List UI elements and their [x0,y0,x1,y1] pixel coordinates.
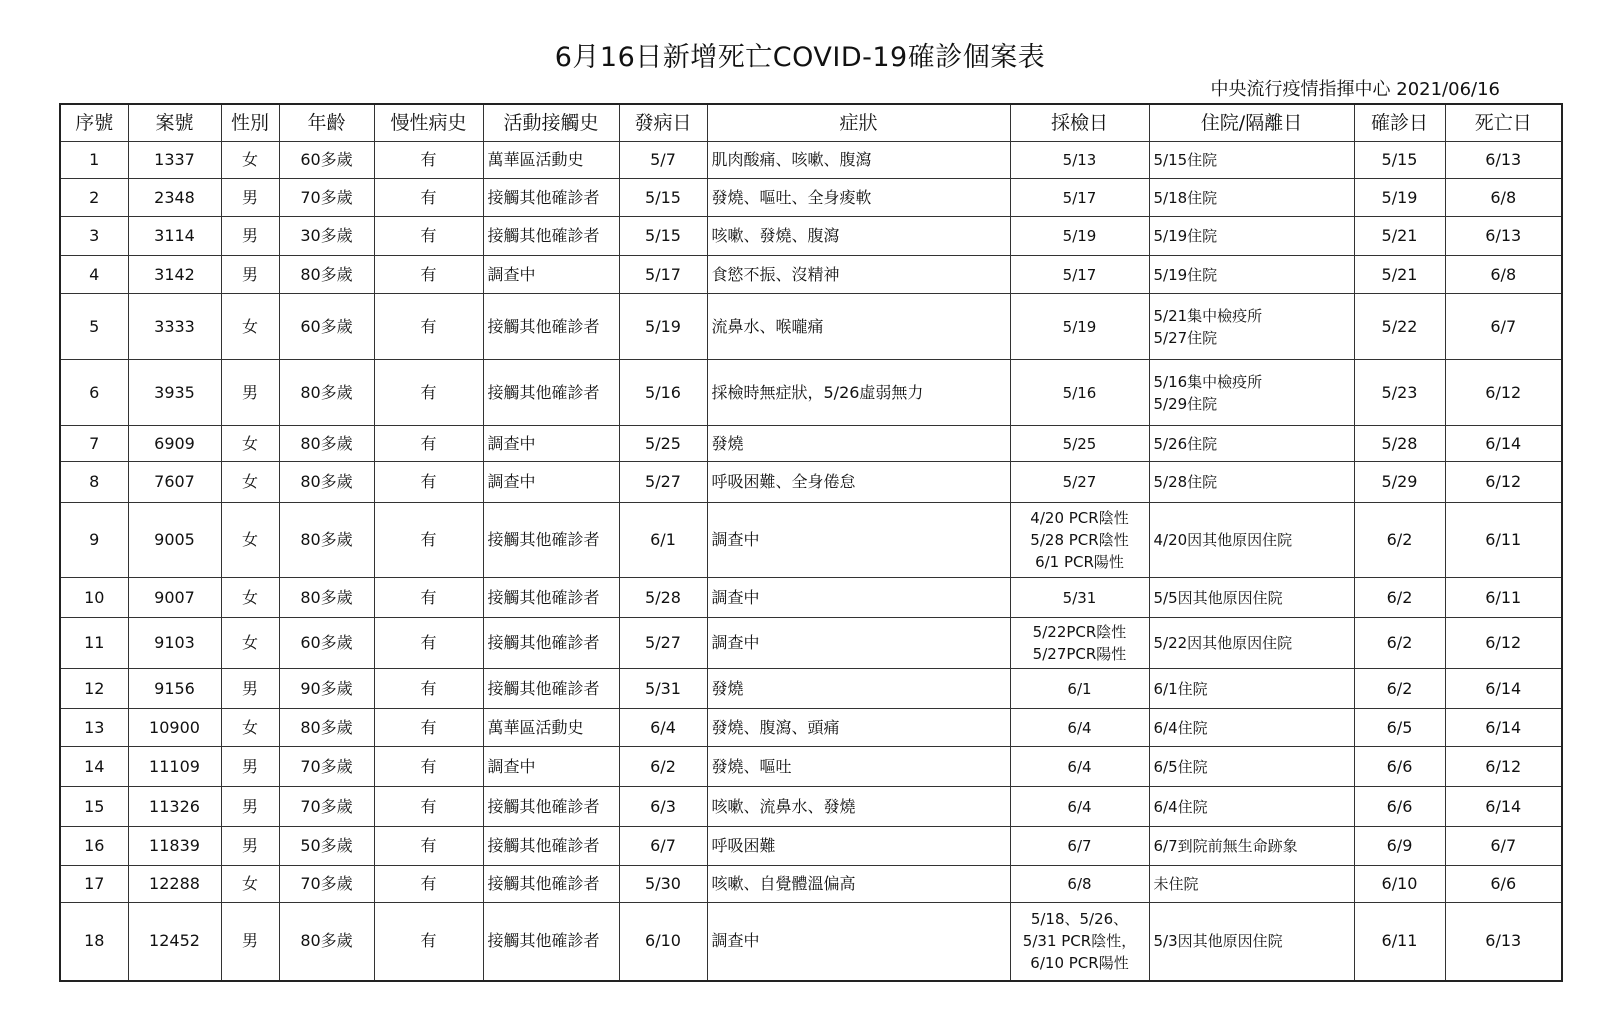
cell-death: 6/8 [1445,179,1562,217]
cell-test-line: 5/31 PCR陰性， [1022,932,1137,951]
cell-contact: 接觸其他確診者 [483,294,619,360]
cell-sex: 女 [221,866,279,903]
cell-no: 6 [60,360,128,426]
cell-sex: 女 [221,618,279,669]
cell-hosp [1149,217,1354,256]
header-case: 案號 [128,104,221,142]
case-table [59,103,1563,982]
cell-case: 11839 [128,827,221,866]
cell-chronic: 有 [374,503,483,578]
cell-confirm: 5/21 [1354,217,1445,256]
cell-hosp-line: 5/5因其他原因住院 [1153,588,1283,607]
cell-confirm: 6/2 [1354,669,1445,709]
cell-onset: 6/10 [619,903,707,981]
cell-age: 80多歲 [279,462,374,503]
cell-contact: 接觸其他確診者 [483,827,619,866]
cell-symptoms: 咳嗽、自覺體溫偏高 [707,866,1010,903]
cell-hosp-line: 6/4住院 [1153,718,1208,737]
cell-test-line: 6/7 [1067,837,1092,855]
cell-chronic: 有 [374,462,483,503]
cell-case: 11109 [128,747,221,787]
cell-case: 3114 [128,217,221,256]
cell-hosp-line: 5/21集中檢疫所 [1153,306,1263,325]
table-row [60,179,1562,217]
cell-sex: 女 [221,426,279,462]
cell-test-line: 5/18、5/26、 [1030,910,1129,929]
cell-hosp-line: 5/28住院 [1153,473,1218,491]
cell-contact: 接觸其他確診者 [483,866,619,903]
cell-symptoms: 肌肉酸痛、咳嗽、腹瀉 [707,142,1010,179]
cell-death: 6/12 [1445,462,1562,503]
cell-contact: 調查中 [483,462,619,503]
cell-contact: 接觸其他確診者 [483,217,619,256]
header-test: 採檢日 [1010,104,1149,142]
cell-test [1010,618,1149,669]
cell-test [1010,747,1149,787]
cell-hosp [1149,578,1354,618]
cell-age: 60多歲 [279,142,374,179]
cell-onset: 5/7 [619,142,707,179]
cell-confirm: 5/22 [1354,294,1445,360]
cell-hosp-line: 5/15住院 [1153,151,1218,169]
cell-chronic: 有 [374,142,483,179]
cell-symptoms: 發燒、嘔吐、全身痠軟 [707,179,1010,217]
cell-test-line: 5/28 PCR陰性 [1030,531,1129,549]
cell-hosp [1149,669,1354,709]
cell-death: 6/12 [1445,360,1562,426]
cell-contact: 接觸其他確診者 [483,903,619,981]
cell-sex: 女 [221,503,279,578]
cell-no: 1 [60,142,128,179]
cell-symptoms: 流鼻水、喉嚨痛 [707,294,1010,360]
cell-symptoms: 發燒 [707,669,1010,709]
cell-test-line: 6/4 [1067,718,1092,737]
cell-chronic: 有 [374,578,483,618]
cell-symptoms: 調查中 [707,618,1010,669]
cell-confirm: 5/19 [1354,179,1445,217]
cell-confirm: 6/11 [1354,903,1445,981]
page-subtitle: 中央流行疫情指揮中心 2021/06/16 [1210,79,1500,100]
cell-onset: 5/25 [619,426,707,462]
cell-case: 12288 [128,866,221,903]
cell-case: 9156 [128,669,221,709]
cell-contact: 萬華區活動史 [483,709,619,747]
cell-hosp-line: 5/26住院 [1153,434,1218,453]
cell-confirm: 5/28 [1354,426,1445,462]
table-header [60,104,1562,142]
cell-contact: 接觸其他確診者 [483,669,619,709]
cell-chronic: 有 [374,827,483,866]
cell-case: 9005 [128,503,221,578]
table-row [60,426,1562,462]
cell-chronic: 有 [374,903,483,981]
cell-sex: 男 [221,179,279,217]
cell-age: 90多歲 [279,669,374,709]
cell-no: 8 [60,462,128,503]
cell-test [1010,256,1149,294]
table-row [60,462,1562,503]
cell-symptoms: 發燒、嘔吐 [707,747,1010,787]
cell-onset: 5/28 [619,578,707,618]
cell-case: 11326 [128,787,221,827]
cell-hosp-line: 6/7到院前無生命跡象 [1153,837,1298,855]
header-contact: 活動接觸史 [483,104,619,142]
cell-hosp-line: 5/19住院 [1153,265,1218,284]
cell-test-line: 6/4 [1067,757,1092,776]
cell-hosp [1149,747,1354,787]
cell-death: 6/7 [1445,294,1562,360]
cell-test-line: 6/8 [1067,875,1092,893]
table-row [60,787,1562,827]
cell-hosp-line: 未住院 [1153,875,1199,893]
cell-no: 4 [60,256,128,294]
cell-no: 3 [60,217,128,256]
cell-age: 80多歲 [279,578,374,618]
cell-case: 3935 [128,360,221,426]
cell-no: 5 [60,294,128,360]
cell-contact: 調查中 [483,256,619,294]
cell-case: 3333 [128,294,221,360]
cell-test-line: 5/31 [1062,588,1097,607]
cell-confirm: 5/15 [1354,142,1445,179]
cell-hosp [1149,787,1354,827]
cell-hosp [1149,503,1354,578]
table-row [60,256,1562,294]
cell-age: 80多歲 [279,426,374,462]
cell-death: 6/14 [1445,787,1562,827]
cell-death: 6/14 [1445,709,1562,747]
cell-age: 30多歲 [279,217,374,256]
cell-case: 9007 [128,578,221,618]
cell-no: 16 [60,827,128,866]
cell-contact: 萬華區活動史 [483,142,619,179]
header-row [60,104,1562,142]
cell-symptoms: 發燒、腹瀉、頭痛 [707,709,1010,747]
cell-age: 80多歲 [279,903,374,981]
cell-hosp-line: 6/4住院 [1153,797,1208,816]
cell-onset: 5/27 [619,618,707,669]
cell-symptoms: 調查中 [707,503,1010,578]
cell-symptoms: 呼吸困難、全身倦怠 [707,462,1010,503]
cell-age: 70多歲 [279,866,374,903]
cell-test [1010,578,1149,618]
cell-test-line: 6/4 [1067,797,1092,816]
cell-chronic: 有 [374,618,483,669]
cell-confirm: 6/5 [1354,709,1445,747]
cell-sex: 男 [221,256,279,294]
cell-death: 6/14 [1445,426,1562,462]
cell-no: 17 [60,866,128,903]
cell-case: 3142 [128,256,221,294]
table-row [60,618,1562,669]
cell-onset: 5/17 [619,256,707,294]
cell-onset: 5/30 [619,866,707,903]
cell-chronic: 有 [374,360,483,426]
cell-test-line: 6/1 [1067,679,1092,698]
cell-hosp [1149,709,1354,747]
cell-contact: 調查中 [483,747,619,787]
header-chronic: 慢性病史 [374,104,483,142]
cell-test [1010,503,1149,578]
table-row [60,747,1562,787]
cell-confirm: 6/2 [1354,618,1445,669]
cell-hosp-line: 4/20因其他原因住院 [1153,531,1293,549]
cell-hosp [1149,618,1354,669]
cell-confirm: 6/2 [1354,578,1445,618]
cell-onset: 6/4 [619,709,707,747]
cell-test [1010,142,1149,179]
cell-contact: 接觸其他確診者 [483,618,619,669]
cell-death: 6/7 [1445,827,1562,866]
cell-confirm: 6/9 [1354,827,1445,866]
table-row [60,503,1562,578]
cell-test [1010,426,1149,462]
cell-confirm: 6/2 [1354,503,1445,578]
cell-hosp-line: 5/27住院 [1153,328,1218,347]
page-title: 6月16日新增死亡COVID-19確診個案表 [554,42,1046,73]
cell-sex: 男 [221,217,279,256]
cell-test-line: 4/20 PCR陰性 [1030,509,1129,527]
cell-sex: 女 [221,709,279,747]
cell-contact: 調查中 [483,426,619,462]
cell-sex: 男 [221,669,279,709]
cell-confirm: 5/23 [1354,360,1445,426]
cell-hosp [1149,256,1354,294]
cell-death: 6/6 [1445,866,1562,903]
header-hosp: 住院/隔離日 [1149,104,1354,142]
cell-symptoms: 調查中 [707,578,1010,618]
cell-chronic: 有 [374,709,483,747]
header-confirm: 確診日 [1354,104,1445,142]
cell-symptoms: 咳嗽、流鼻水、發燒 [707,787,1010,827]
table-row [60,669,1562,709]
cell-test-line: 5/19 [1062,227,1097,245]
cell-test [1010,787,1149,827]
cell-case: 6909 [128,426,221,462]
cell-no: 10 [60,578,128,618]
cell-test-line: 5/27PCR陽性 [1032,645,1127,663]
cell-sex: 男 [221,360,279,426]
cell-age: 80多歲 [279,503,374,578]
cell-symptoms: 調查中 [707,903,1010,981]
header-death: 死亡日 [1445,104,1562,142]
cell-contact: 接觸其他確診者 [483,503,619,578]
header-sex: 性別 [221,104,279,142]
cell-test-line: 5/17 [1062,188,1097,207]
cell-sex: 男 [221,747,279,787]
cell-sex: 男 [221,787,279,827]
cell-hosp-line: 5/18住院 [1153,188,1218,207]
cell-chronic: 有 [374,866,483,903]
table-row [60,866,1562,903]
cell-onset: 6/3 [619,787,707,827]
cell-test [1010,217,1149,256]
cell-death: 6/13 [1445,217,1562,256]
cell-hosp-line: 5/29住院 [1153,394,1218,413]
cell-confirm: 6/10 [1354,866,1445,903]
cell-test-line: 6/10 PCR陽性 [1030,954,1129,973]
cell-symptoms: 發燒 [707,426,1010,462]
cell-hosp-line: 5/3因其他原因住院 [1153,932,1283,951]
cell-test-line: 5/25 [1062,434,1097,453]
cell-hosp [1149,426,1354,462]
cell-sex: 男 [221,903,279,981]
cell-no: 12 [60,669,128,709]
cell-age: 80多歲 [279,256,374,294]
cell-contact: 接觸其他確診者 [483,360,619,426]
cell-onset: 5/16 [619,360,707,426]
cell-case: 2348 [128,179,221,217]
cell-onset: 5/27 [619,462,707,503]
cell-test-line: 5/27 [1062,473,1097,491]
cell-test [1010,360,1149,426]
table-row [60,142,1562,179]
cell-hosp [1149,179,1354,217]
cell-hosp-line: 5/22因其他原因住院 [1153,634,1293,652]
cell-age: 50多歲 [279,827,374,866]
table-row [60,217,1562,256]
cell-no: 13 [60,709,128,747]
table-body [60,142,1562,981]
cell-sex: 女 [221,578,279,618]
cell-death: 6/11 [1445,503,1562,578]
cell-test [1010,669,1149,709]
cell-confirm: 6/6 [1354,787,1445,827]
cell-contact: 接觸其他確診者 [483,578,619,618]
cell-sex: 女 [221,462,279,503]
cell-test [1010,179,1149,217]
cell-test-line: 6/1 PCR陽性 [1035,553,1124,571]
cell-chronic: 有 [374,256,483,294]
cell-age: 60多歲 [279,294,374,360]
cell-age: 80多歲 [279,360,374,426]
cell-chronic: 有 [374,179,483,217]
header-no: 序號 [60,104,128,142]
cell-test-line: 5/16 [1062,383,1097,402]
cell-death: 6/12 [1445,618,1562,669]
cell-symptoms: 咳嗽、發燒、腹瀉 [707,217,1010,256]
cell-case: 1337 [128,142,221,179]
cell-death: 6/13 [1445,142,1562,179]
cell-chronic: 有 [374,426,483,462]
cell-death: 6/12 [1445,747,1562,787]
cell-age: 80多歲 [279,709,374,747]
cell-death: 6/11 [1445,578,1562,618]
cell-onset: 6/7 [619,827,707,866]
cell-age: 70多歲 [279,747,374,787]
cell-age: 70多歲 [279,179,374,217]
cell-test-line: 5/19 [1062,317,1097,336]
cell-sex: 男 [221,827,279,866]
cell-hosp [1149,294,1354,360]
cell-hosp [1149,866,1354,903]
cell-contact: 接觸其他確診者 [483,179,619,217]
cell-hosp [1149,903,1354,981]
cell-test [1010,903,1149,981]
cell-confirm: 5/29 [1354,462,1445,503]
cell-onset: 5/31 [619,669,707,709]
cell-hosp-line: 6/1住院 [1153,679,1208,698]
cell-no: 9 [60,503,128,578]
header-onset: 發病日 [619,104,707,142]
cell-case: 12452 [128,903,221,981]
cell-sex: 女 [221,142,279,179]
cell-chronic: 有 [374,669,483,709]
cell-chronic: 有 [374,747,483,787]
cell-test-line: 5/13 [1062,151,1097,169]
cell-no: 14 [60,747,128,787]
cell-test [1010,866,1149,903]
cell-no: 7 [60,426,128,462]
cell-chronic: 有 [374,294,483,360]
cell-case: 10900 [128,709,221,747]
cell-chronic: 有 [374,787,483,827]
cell-death: 6/8 [1445,256,1562,294]
cell-case: 7607 [128,462,221,503]
cell-hosp [1149,462,1354,503]
cell-onset: 6/2 [619,747,707,787]
cell-no: 11 [60,618,128,669]
cell-sex: 女 [221,294,279,360]
cell-age: 60多歲 [279,618,374,669]
cell-death: 6/13 [1445,903,1562,981]
cell-hosp-line: 5/16集中檢疫所 [1153,372,1263,391]
cell-death: 6/14 [1445,669,1562,709]
cell-test-line: 5/22PCR陰性 [1032,623,1127,641]
cell-onset: 5/15 [619,179,707,217]
cell-test-line: 5/17 [1062,265,1097,284]
cell-hosp [1149,360,1354,426]
cell-no: 18 [60,903,128,981]
cell-chronic: 有 [374,217,483,256]
table-row [60,578,1562,618]
cell-confirm: 6/6 [1354,747,1445,787]
cell-contact: 接觸其他確診者 [483,787,619,827]
cell-no: 2 [60,179,128,217]
table-row [60,903,1562,981]
cell-symptoms: 採檢時無症狀，5/26虛弱無力 [707,360,1010,426]
cell-symptoms: 食慾不振、沒精神 [707,256,1010,294]
cell-hosp [1149,142,1354,179]
header-symptoms: 症狀 [707,104,1010,142]
cell-onset: 5/19 [619,294,707,360]
cell-confirm: 5/21 [1354,256,1445,294]
table-row [60,294,1562,360]
cell-age: 70多歲 [279,787,374,827]
cell-hosp-line: 5/19住院 [1153,227,1218,245]
header-age: 年齡 [279,104,374,142]
cell-test [1010,827,1149,866]
cell-test [1010,709,1149,747]
cell-no: 15 [60,787,128,827]
cell-hosp [1149,827,1354,866]
table-row [60,827,1562,866]
cell-test [1010,294,1149,360]
cell-onset: 5/15 [619,217,707,256]
cell-symptoms: 呼吸困難 [707,827,1010,866]
cell-onset: 6/1 [619,503,707,578]
cell-case: 9103 [128,618,221,669]
table-row [60,360,1562,426]
table-row [60,709,1562,747]
cell-test [1010,462,1149,503]
cell-hosp-line: 6/5住院 [1153,757,1208,776]
